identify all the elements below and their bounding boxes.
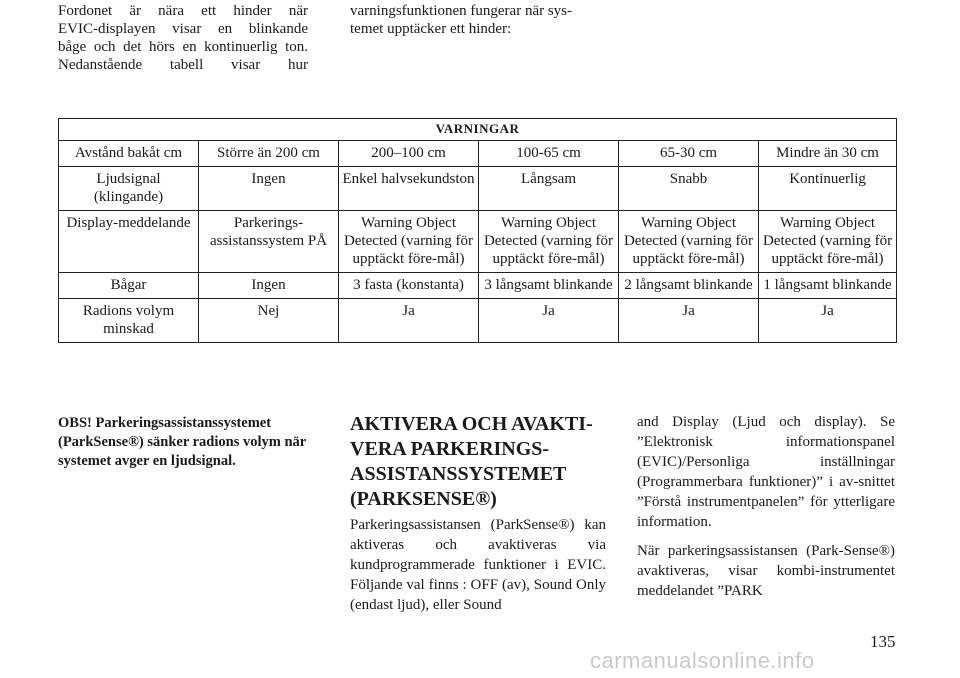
table-cell: 1 långsamt blinkande [759, 273, 897, 299]
table-cell: 3 fasta (konstanta) [339, 273, 479, 299]
table-title-row [59, 119, 897, 141]
table-row [59, 141, 897, 167]
row-header-cell: Avstånd bakåt cm [59, 141, 199, 167]
table-cell: Nej [199, 299, 339, 343]
table-cell: Parkerings-assistanssystem PÅ [199, 211, 339, 273]
table-cell: Ja [339, 299, 479, 343]
page-number: 135 [870, 632, 896, 651]
table-cell: Ja [619, 299, 759, 343]
table-row [59, 299, 897, 343]
section-heading: AKTIVERA OCH AVAKTI-VERA PARKERINGS-ASSISTANSSYSTEMET (PARKSENSE®) [350, 413, 593, 510]
text-line: varningsfunktionen fungerar när sys- [350, 3, 573, 19]
table-cell: 200–100 cm [339, 141, 479, 167]
table-title: VARNINGAR [59, 119, 897, 141]
table-cell: Snabb [619, 167, 759, 211]
text-line: Nedanstående tabell visar hur [58, 57, 308, 73]
text-line: EVIC-displayen visar en blinkande [58, 21, 308, 37]
row-header-cell: Display-meddelande [59, 211, 199, 273]
text-line: båge och det hörs en kontinuerlig ton. [58, 39, 308, 55]
table-cell: Enkel halvsekundston [339, 167, 479, 211]
table-cell: 2 långsamt blinkande [619, 273, 759, 299]
table-cell: Ja [479, 299, 619, 343]
table-row [59, 273, 897, 299]
table-row [59, 211, 897, 273]
top-right-paragraph [350, 2, 606, 38]
table-cell: Warning Object Detected (varning för upptäckt före-mål) [339, 211, 479, 273]
table-cell: Ingen [199, 273, 339, 299]
table-cell: Warning Object Detected (varning för upptäckt före-mål) [759, 211, 897, 273]
right-column [637, 412, 895, 610]
warnings-table [58, 118, 897, 343]
row-header-cell: Ljudsignal (klingande) [59, 167, 199, 211]
table-cell: Långsam [479, 167, 619, 211]
table-cell: Warning Object Detected (varning för upptäckt före-mål) [479, 211, 619, 273]
text-line: Fordonet är nära ett hinder när [58, 3, 308, 19]
table-cell: Ja [759, 299, 897, 343]
top-left-paragraph [58, 2, 308, 74]
table-cell: 3 långsamt blinkande [479, 273, 619, 299]
table-cell: Kontinuerlig [759, 167, 897, 211]
body-paragraph: Parkeringsassistansen (ParkSense®) kan aktiveras och avaktiveras via kundprogrammerade funktioner i EVIC. Följande val finns : OFF (av), Sound Only (endast ljud), eller Sound [350, 517, 606, 613]
table-cell: Mindre än 30 cm [759, 141, 897, 167]
table-cell: Större än 200 cm [199, 141, 339, 167]
body-paragraph: and Display (Ljud och display). Se ”Elektronisk informationspanel (EVIC)/Personliga inställningar (Programmerbara funktioner)” i av-snittet ”Förstå instrumentpanelen” för ytterligare information. [637, 414, 895, 530]
table-cell: 65-30 cm [619, 141, 759, 167]
text-line: temet upptäcker ett hinder: [350, 21, 512, 37]
table-cell: Ingen [199, 167, 339, 211]
table-cell: 100-65 cm [479, 141, 619, 167]
watermark: carmanualsonline.info [590, 648, 815, 673]
body-paragraph: När parkeringsassistansen (Park-Sense®) avaktiveras, visar kombi-instrumentet meddelandet ”PARK [637, 543, 895, 599]
table-row [59, 167, 897, 211]
row-header-cell: Bågar [59, 273, 199, 299]
table-cell: Warning Object Detected (varning för upptäckt före-mål) [619, 211, 759, 273]
note-paragraph: OBS! Parkeringsassistanssystemet (ParkSense®) sänker radions volym när systemet avger en ljudsignal. [58, 415, 306, 469]
row-header-cell: Radions volym minskad [59, 299, 199, 343]
